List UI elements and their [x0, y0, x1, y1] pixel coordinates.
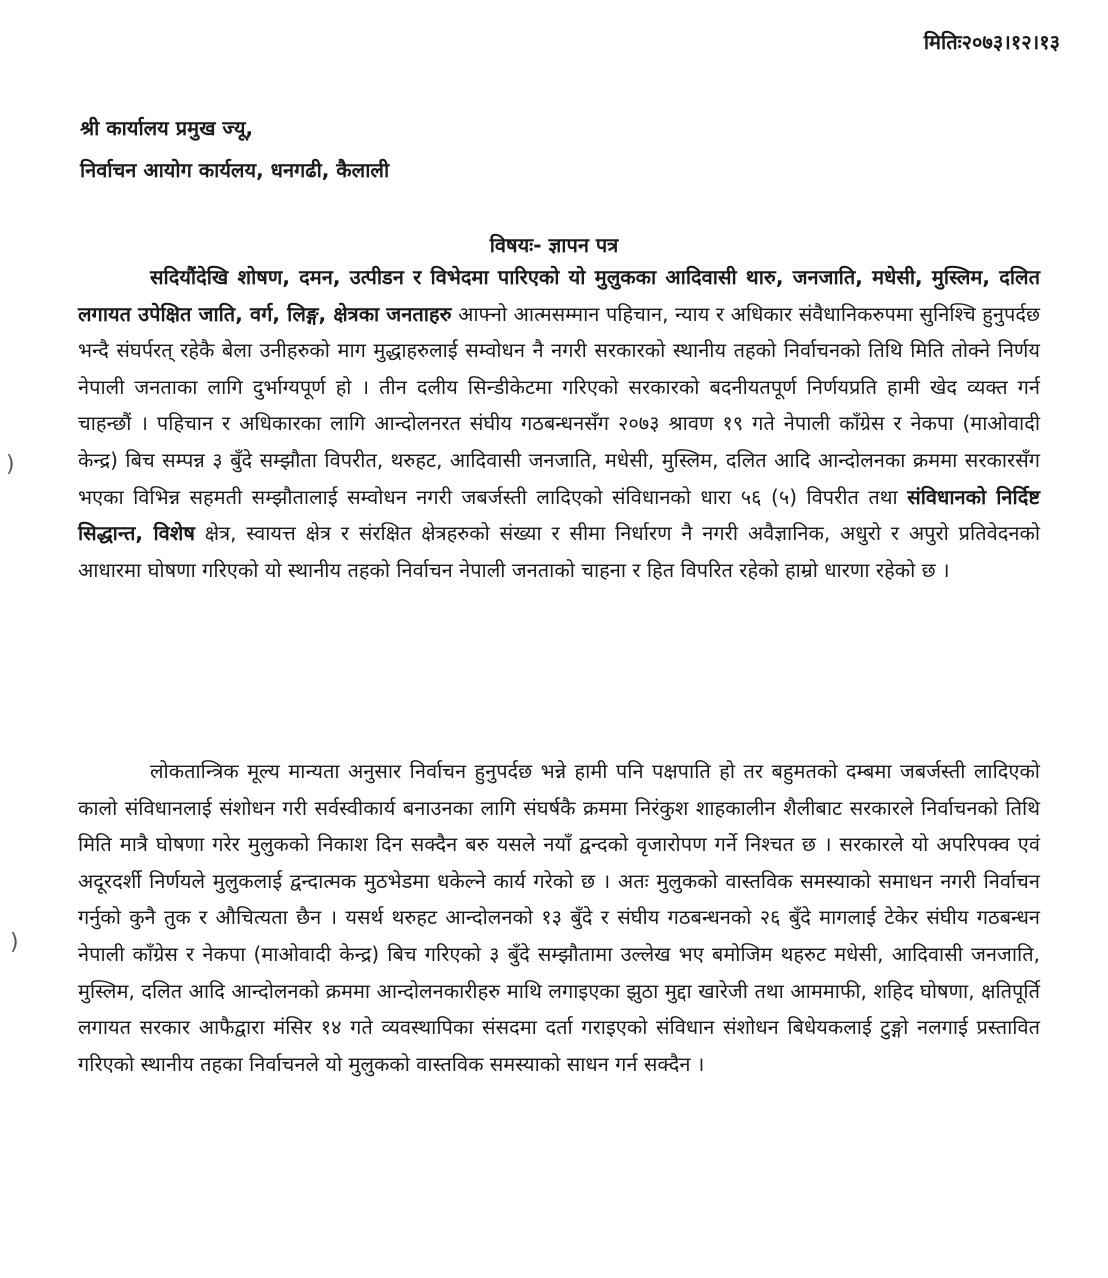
recipient-line-1: श्री कार्यालय प्रमुख ज्यू, — [80, 116, 254, 140]
paragraph-1-bold-lead: सदियौंदेखि शोषण, दमन, उत्पीडन र विभेदमा पारिएको यो मुलुकका आदिवासी थारु, जनजाति, मधेसी, मुस्लिम, दलित लगायत उपेक्षित जाति, वर्ग, लिङ्ग, क्षेत्रका जनताहरु — [78, 265, 1040, 326]
subject-line: विषयः- ज्ञापन पत्र — [489, 233, 619, 257]
recipient-line-2: निर्वाचन आयोग कार्यलय, धनगढी, कैलाली — [80, 158, 390, 182]
paragraph-2-text: लोकतान्त्रिक मूल्य मान्यता अनुसार निर्वाचन हुनुपर्दछ भन्ने हामी पनि पक्षपाति हो तर बहुमतको दम्बमा जबर्जस्ती लादिएको कालो संविधानलाई संशोधन गरी सर्वस्वीकार्य बनाउनका लागि संघर्षकै क्रममा निरंकुश शाहकालीन शैलीबाट सरकारले निर्वाचनको तिथि मिति मात्रै घोषणा गरेर मुलुकको निकाश दिन सक्दैन बरु यसले नयाँ द्वन्दको वृजारोपण गर्ने निश्चत छ । सरकारले यो अपरिपक्व एवं अदूरदर्शी निर्णयले मुलुकलाई द्वन्दात्मक मुठभेडमा धकेल्ने कार्य गरेको छ । अतः मुलुकको वास्तविक समस्याको समाधन नगरी निर्वाचन गर्नुको कुनै तुक र औचित्यता छैन । यसर्थ थरुहट आन्दोलनको १३ बुँदे र संघीय गठबन्धनको २६ बुँदे मागलाई टेकेर संघीय गठबन्धन नेपाली काँग्रेस र नेकपा (माओवादी केन्द्र) बिच गरिएको ३ बुँदे सम्झौतामा उल्लेख भए बमोजिम थहरुट मधेसी, आदिवासी जनजाति, मुस्लिम, दलित आदि आन्दोलनको क्रममा आन्दोलनकारीहरु माथि लगाइएका झुठा मुद्दा खारेजी तथा आममाफी, शहिद घोषणा, क्षतिपूर्ति लगायत सरकार आफैद्वारा मंसिर १४ गते व्यवस्थापिका संसदमा दर्ता गराइएको संविधान संशोधन बिधेयकलाई टुङ्गो नलगाई प्रस्तावित गरिएको स्थानीय तहका निर्वाचनले यो मुलुकको वास्तविक समस्याको साधन गर्न सक्दैन । — [78, 759, 1040, 1076]
margin-mark-2: ) — [10, 930, 19, 955]
paragraph-1-bold-b: संविधानको निर्दिष्ट सिद्धान्त, विशेष — [78, 484, 1040, 546]
body-paragraph-1 — [78, 259, 1040, 779]
paragraph-1-text-a: आफ्नो आत्मसम्मान पहिचान, न्याय र अधिकार संवैधानिकरुपमा सुनिश्चि हुनुपर्दछ भन्दै संघर्परत् रहेकै बेला उनीहरुको माग मुद्धाहरुलाई सम्वोधन नै नगरी सरकारको स्थानीय तहको निर्वाचनको तिथि मिति तोक्ने निर्णय नेपाली जनताका लागि दुर्भाग्यपूर्ण हो । तीन दलीय सिन्डीकेटमा गरिएको सरकारको बदनीयतपूर्ण निर्णयप्रति हामी खेद व्यक्त गर्न चाहन्छौं । पहिचान र अधिकारका लागि आन्दोलनरत संघीय गठबन्धनसँग २०७३ श्रावण १९ गते नेपाली काँग्रेस र नेकपा (माओवादी केन्द्र) बिच सम्पन्न ३ बुँदे सम्झौता विपरीत, थरुहट, आदिवासी जनजाति, मधेसी, मुस्लिम, दलित आदि आन्दोलनका क्रममा सरकारसँग भएका विभिन्न सहमती सम्झौतालाई सम्वोधन नगरी जबर्जस्ती लादिएको संविधानको धारा ५६ (५) विपरीत तथा — [78, 301, 1040, 509]
margin-mark-1: ) — [6, 452, 15, 477]
body-paragraph-2 — [78, 753, 1040, 1233]
letter-date: मितिः२०७३।१२।१३ — [923, 30, 1060, 54]
paragraph-1-text-c: क्षेत्र, स्वायत्त क्षेत्र र संरक्षित क्षेत्रहरुको संख्या र सीमा निर्धारण नै नगरी अवैज्ञानिक, अधुरो र अपुरो प्रतिवेदनको आधारमा घोषणा गरिएको यो स्थानीय तहको निर्वाचन नेपाली जनताको चाहना र हित विपरित रहेको हाम्रो धारणा रहेको छ । — [78, 521, 1040, 582]
